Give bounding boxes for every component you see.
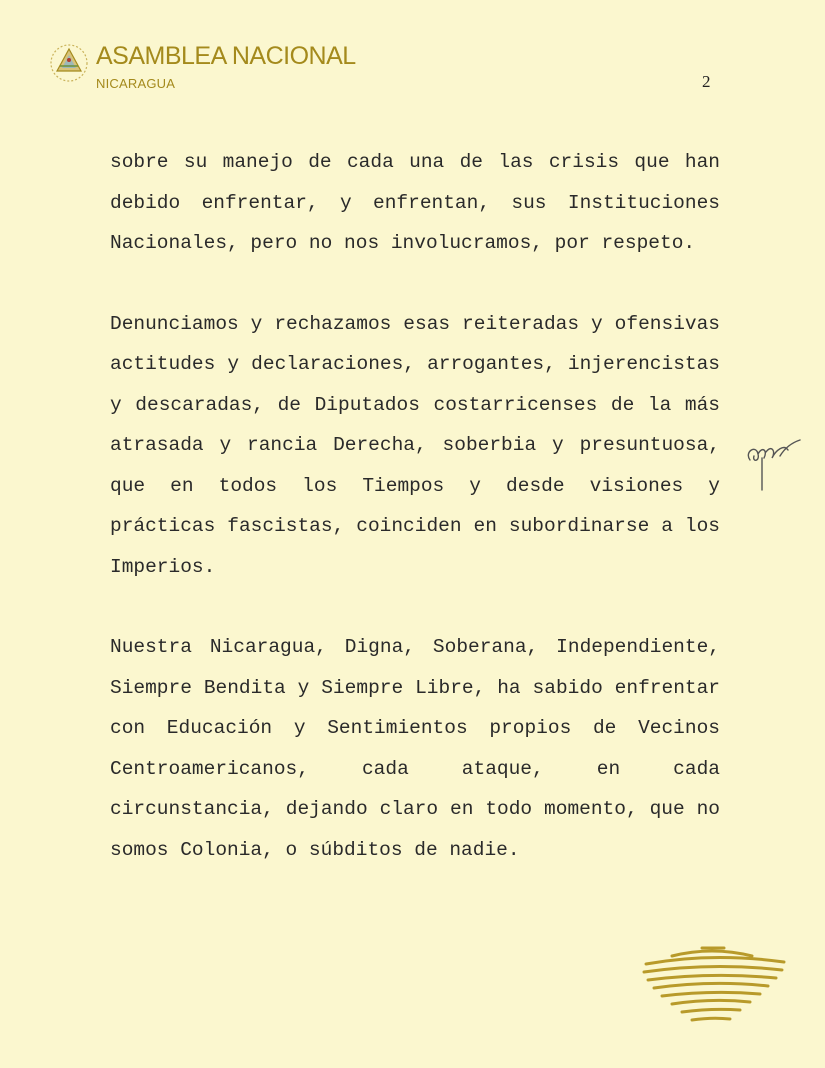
paragraph: sobre su manejo de cada una de las crisis que han debido enfrentar, y enfrentan, sus Instituciones Nacionales, pero no nos involucramos, por respeto. [110, 151, 720, 254]
page-number: 2 [702, 72, 711, 91]
national-emblem-icon [46, 40, 92, 86]
paragraph: Nuestra Nicaragua, Digna, Soberana, Independiente, Siempre Bendita y Siempre Libre, ha sabido enfrentar con Educación y Sentimientos propios de Vecinos Centroamericanos, cada ataque, en cada circunstancia, dejando claro en todo momento, que no somos Colonia, o súbditos de nadie. [110, 636, 720, 861]
handwritten-initials-icon [742, 438, 802, 496]
assembly-seats-icon [636, 944, 788, 1028]
paragraph: Denunciamos y rechazamos esas reiteradas y ofensivas actitudes y declaraciones, arrogantes, injerencistas y descaradas, de Diputados costarricenses de la más atrasada y rancia Derecha, soberbia y presuntuosa, que en todos los Tiempos y desde visiones y prácticas fascistas, coinciden en subordinarse a los Imperios. [110, 312, 720, 578]
organization-name: ASAMBLEA NACIONAL [96, 42, 356, 70]
organization-country: NICARAGUA [96, 76, 176, 91]
letterhead [46, 38, 786, 98]
letter-body [110, 142, 720, 870]
